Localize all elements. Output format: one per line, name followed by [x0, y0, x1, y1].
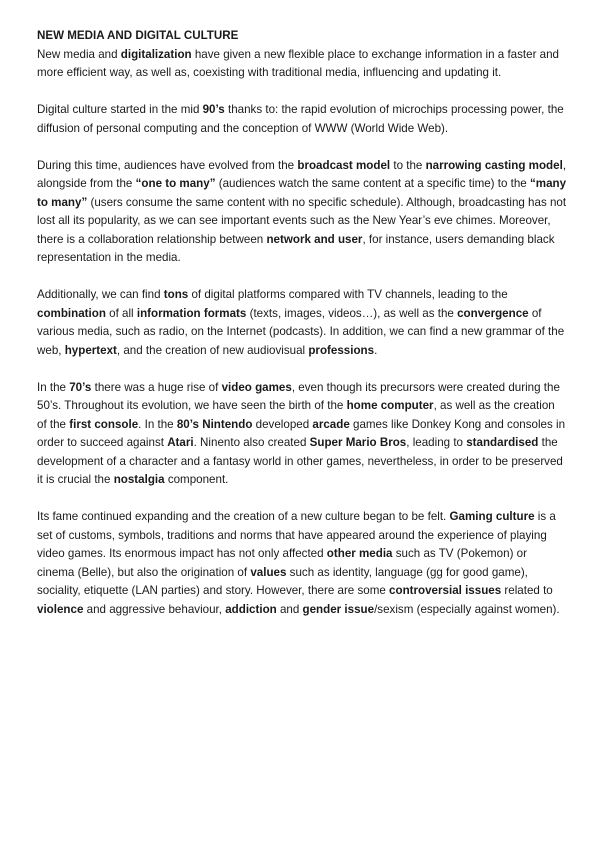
text-run: In the — [37, 380, 70, 394]
bold-term: home computer — [346, 399, 434, 412]
bold-term: Atari — [167, 436, 194, 449]
bold-term: 70’s — [69, 380, 92, 394]
bold-term: combination — [37, 306, 106, 320]
bold-term: hypertext — [64, 343, 117, 357]
bold-term: values — [250, 565, 287, 579]
text-run: , alongside from the — [37, 158, 567, 190]
text-run: and aggressive behaviour, — [83, 602, 226, 616]
text-run: component. — [164, 473, 229, 486]
text-run: , as well as the creation of the — [37, 399, 555, 431]
bold-term: convergence — [457, 306, 529, 320]
text-run: have given a new flexible place to exchange information in a faster and more efficient way, as well as, coexisting with traditional media, influencing and updating it. — [37, 47, 560, 79]
text-run: related to — [501, 584, 553, 597]
text-run: , leading to — [406, 436, 467, 449]
bold-term: broadcast model — [297, 158, 391, 172]
text-run: , and the creation of new audiovisual — [116, 343, 309, 357]
document-title: NEW MEDIA AND DIGITAL CULTURE — [37, 29, 239, 42]
bold-term: professions — [308, 343, 375, 357]
bold-term: network and user — [266, 232, 363, 246]
bold-term: addiction — [225, 602, 277, 616]
paragraph — [37, 286, 567, 360]
text-run: /sexism (especially against women). — [374, 602, 560, 616]
text-run: of digital platforms compared with TV channels, leading to the — [188, 288, 508, 301]
text-run: , even though its precursors were created during the 50’s. Throughout its evolution, we have seen the birth of the — [37, 380, 560, 412]
bold-term: Gaming culture — [449, 510, 535, 523]
text-run: of all — [105, 306, 137, 320]
bold-term: 80’s Nintendo — [176, 417, 253, 431]
bold-term: controversial issues — [389, 584, 502, 597]
text-run: Digital culture started in the mid — [37, 103, 203, 116]
text-run: . In the — [138, 417, 177, 431]
paragraph — [37, 157, 567, 268]
text-run: (users consume the same content with no specific schedule). Although, broadcasting has not lost all its popularity, as we can see important events such as the New Year’s eve chimes. Moreover, there is a collaboration relationship between — [37, 195, 567, 246]
paragraph — [37, 379, 567, 490]
text-run: . Ninento also created — [193, 436, 310, 449]
bold-term: 90’s — [202, 103, 225, 116]
text-run: New media and — [37, 47, 121, 61]
bold-term: digitalization — [120, 47, 192, 61]
text-run: (audiences watch the same content at a specific time) to the — [215, 177, 530, 190]
paragraph — [37, 508, 567, 619]
text-run: such as identity, language (gg for good game), sociality, etiquette (LAN parties) and story. However, there are some — [37, 565, 528, 597]
bold-term: video games — [221, 380, 292, 394]
text-run: . — [374, 343, 378, 357]
paragraph — [37, 46, 567, 83]
bold-term: nostalgia — [113, 473, 165, 486]
text-run: and — [276, 602, 303, 616]
bold-term: tons — [163, 288, 189, 301]
bold-term: “one to many” — [135, 177, 216, 190]
text-run: to the — [390, 158, 426, 172]
text-run: , for instance, users demanding black representation in the media. — [37, 232, 555, 264]
text-run: During this time, audiences have evolved from the — [37, 158, 298, 172]
bold-term: arcade — [312, 417, 350, 431]
text-run: (texts, images, videos…), as well as the — [246, 306, 458, 320]
bold-term: standardised — [466, 436, 539, 449]
text-run: the development of a character and a fantasy world in other games, nevertheless, in order to be preserved it is crucial the — [37, 436, 563, 486]
bold-term: gender issue — [302, 602, 375, 616]
text-run: such as TV (Pokemon) or cinema (Belle), but also the origination of — [37, 547, 527, 579]
document-page — [37, 27, 567, 638]
text-run: developed — [252, 417, 313, 431]
bold-term: information formats — [136, 306, 247, 320]
text-run: thanks to: the rapid evolution of microchips processing power, the diffusion of personal computing and the conception of WWW (World Wide Web). — [37, 103, 564, 135]
text-run: Additionally, we can find — [37, 288, 164, 301]
bold-term: Super Mario Bros — [309, 436, 407, 449]
text-run: games like Donkey Kong and consoles in order to succeed against — [37, 417, 566, 449]
bold-term: “many to many” — [37, 177, 567, 209]
bold-term: violence — [37, 602, 84, 616]
text-run: Its fame continued expanding and the creation of a new culture began to be felt. — [37, 510, 450, 523]
text-run: is a set of customs, symbols, traditions and norms that have appeared around the experience of playing video games. Its enormous impact has not only affected — [37, 510, 556, 560]
bold-term: other media — [326, 547, 393, 560]
bold-term: first console — [69, 417, 139, 431]
bold-term: narrowing casting model — [425, 158, 563, 172]
text-run: of various media, such as radio, on the Internet (podcasts). In addition, we can find a new grammar of the web, — [37, 306, 565, 357]
paragraph — [37, 101, 567, 138]
text-run: there was a huge rise of — [91, 380, 222, 394]
